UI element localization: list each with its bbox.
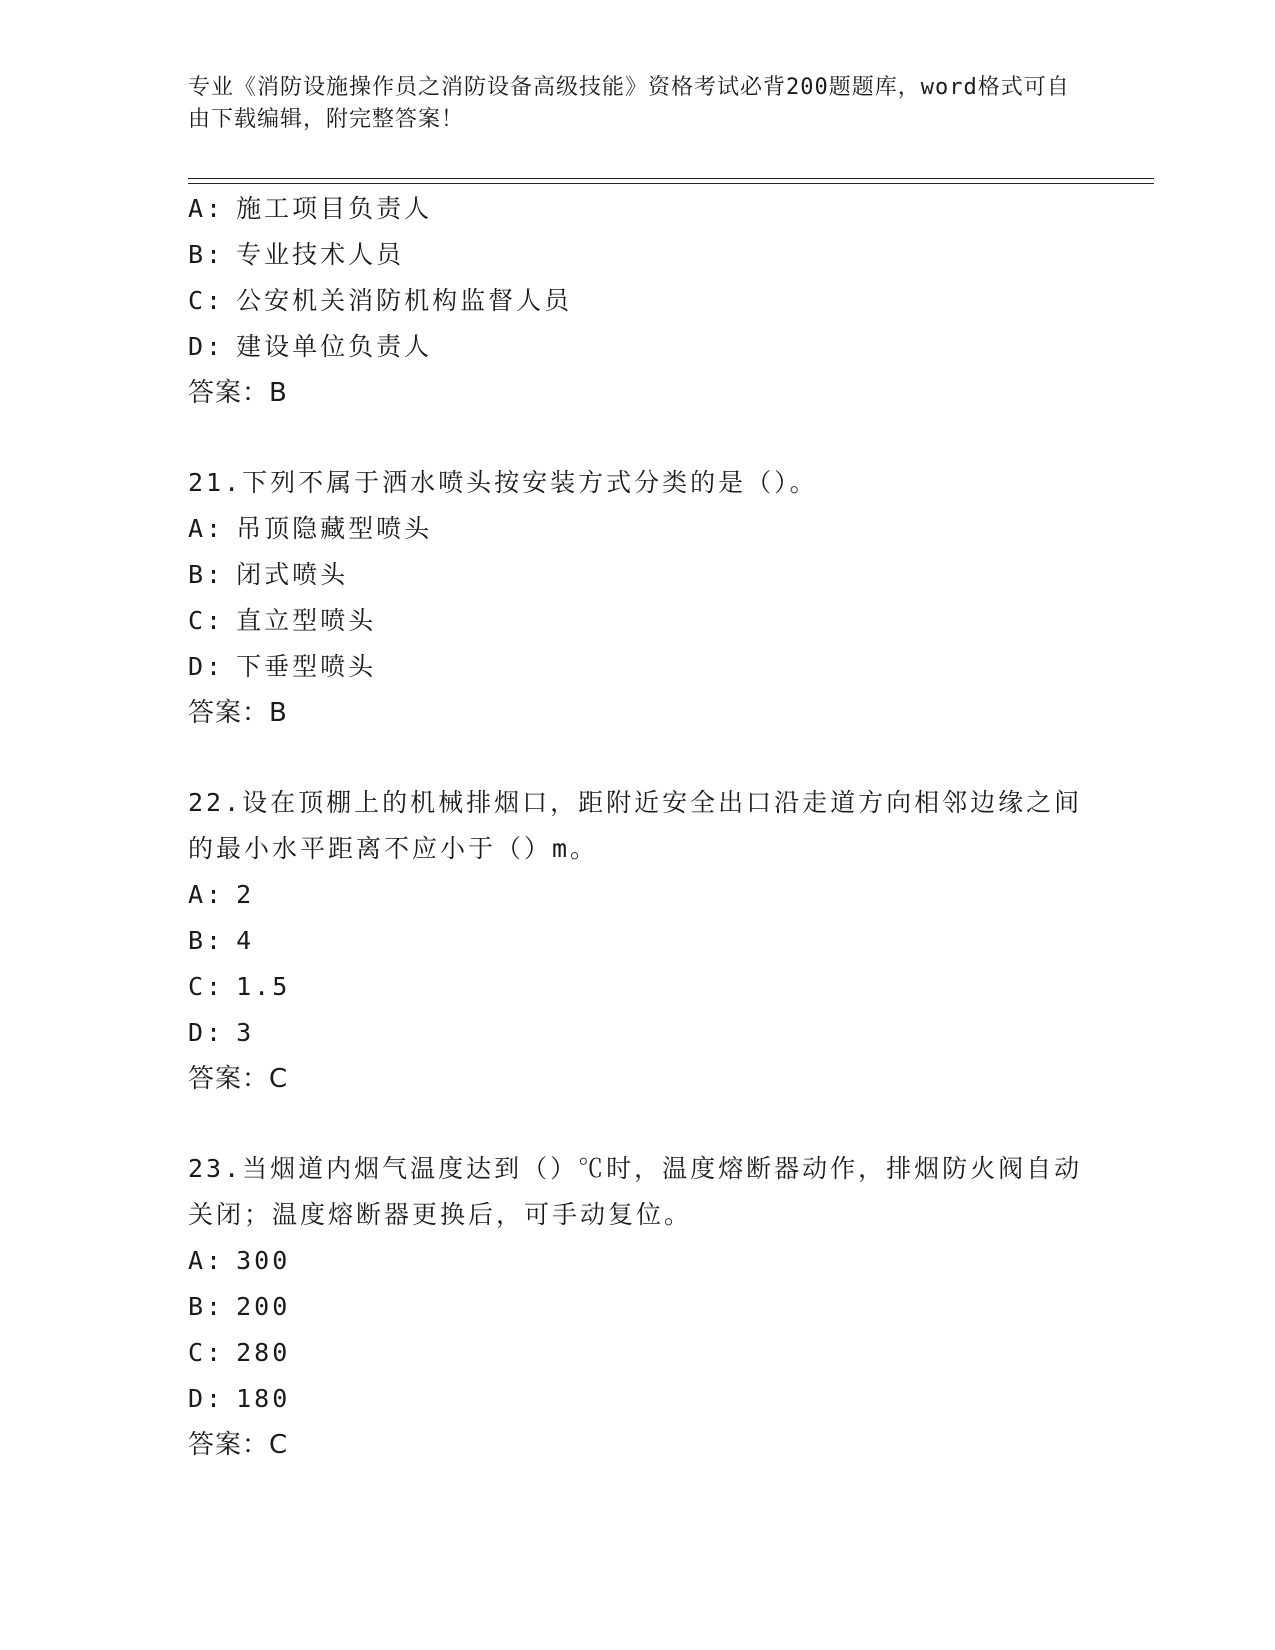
option-label: D: (188, 652, 225, 681)
option-label: D: (188, 1018, 225, 1047)
option-text: 4 (236, 926, 255, 955)
option-label: A: (188, 514, 225, 543)
spacer (188, 1102, 1088, 1146)
document-header: 专业《消防设施操作员之消防设备高级技能》资格考试必背200题题库，word格式可自由下载编辑，附完整答案！ (188, 75, 1070, 132)
header-divider-bottom (188, 183, 1154, 184)
option-a (188, 186, 1088, 232)
option-label: C: (188, 1338, 225, 1367)
option-b (188, 918, 1088, 964)
option-text: 280 (236, 1338, 291, 1367)
option-d (188, 1376, 1088, 1422)
answer-line: 答案：C (188, 1064, 289, 1094)
option-text: 1.5 (236, 972, 291, 1001)
option-text: 180 (236, 1384, 291, 1413)
option-d (188, 1010, 1088, 1056)
option-text: 专业技术人员 (236, 240, 405, 269)
question-list (188, 186, 1088, 1468)
question-text: 22.设在顶棚上的机械排烟口，距附近安全出口沿走道方向相邻边缘之间的最小水平距离不应小于（）m。 (188, 788, 1083, 863)
option-d (188, 324, 1088, 370)
answer-line: 答案：C (188, 1430, 289, 1460)
option-c (188, 1330, 1088, 1376)
option-text: 吊顶隐藏型喷头 (236, 514, 433, 543)
header-divider-top (188, 178, 1154, 179)
option-d (188, 644, 1088, 690)
option-text: 2 (236, 880, 255, 909)
option-label: B: (188, 926, 225, 955)
option-b (188, 1284, 1088, 1330)
option-a (188, 872, 1088, 918)
option-label: B: (188, 1292, 225, 1321)
option-label: C: (188, 972, 225, 1001)
option-a (188, 506, 1088, 552)
question-block-21 (188, 460, 1088, 736)
option-text: 建设单位负责人 (236, 332, 433, 361)
option-a (188, 1238, 1088, 1284)
spacer (188, 416, 1088, 460)
option-label: A: (188, 1246, 225, 1275)
question-block-23 (188, 1146, 1088, 1468)
option-label: A: (188, 880, 225, 909)
option-label: B: (188, 240, 225, 269)
option-text: 公安机关消防机构监督人员 (236, 286, 573, 315)
option-c (188, 598, 1088, 644)
option-label: D: (188, 332, 225, 361)
answer-line: 答案：B (188, 698, 288, 728)
option-text: 闭式喷头 (236, 560, 349, 589)
option-text: 3 (236, 1018, 255, 1047)
option-label: C: (188, 606, 225, 635)
question-block-22 (188, 780, 1088, 1102)
option-text: 直立型喷头 (236, 606, 377, 635)
question-text: 23.当烟道内烟气温度达到（）℃时，温度熔断器动作，排烟防火阀自动关闭；温度熔断器更换后，可手动复位。 (188, 1154, 1083, 1229)
option-label: D: (188, 1384, 225, 1413)
question-text: 21.下列不属于洒水喷头按安装方式分类的是（）。 (188, 468, 818, 497)
option-c (188, 278, 1088, 324)
option-text: 200 (236, 1292, 291, 1321)
option-label: A: (188, 194, 225, 223)
option-label: B: (188, 560, 225, 589)
answer-line: 答案：B (188, 378, 288, 408)
option-c (188, 964, 1088, 1010)
option-text: 下垂型喷头 (236, 652, 377, 681)
option-b (188, 552, 1088, 598)
option-b (188, 232, 1088, 278)
option-text: 300 (236, 1246, 291, 1275)
option-text: 施工项目负责人 (236, 194, 433, 223)
option-label: C: (188, 286, 225, 315)
question-block-continued (188, 186, 1088, 416)
spacer (188, 736, 1088, 780)
